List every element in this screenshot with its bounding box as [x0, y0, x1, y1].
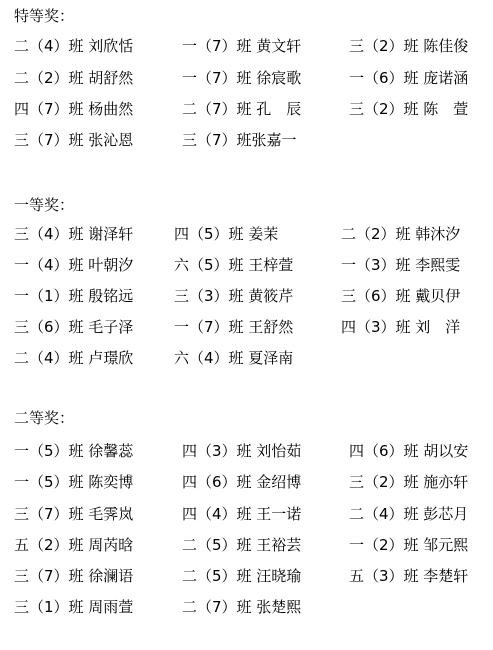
section-heading: 二等奖： [14, 409, 75, 427]
award-entry: 三（2）班 陈佳俊 [349, 37, 469, 55]
award-entry: 三（7）班张嘉一 [182, 131, 297, 149]
award-entry: 三（7）班 毛霁岚 [14, 505, 134, 523]
award-entry: 六（5）班 王梓萱 [174, 256, 294, 274]
award-entry: 四（7）班 杨曲然 [14, 100, 134, 118]
award-entry: 三（7）班 徐澜语 [14, 567, 134, 585]
award-entry: 四（6）班 金绍博 [182, 473, 302, 491]
award-entry: 四（3）班 刘 洋 [341, 318, 461, 336]
award-entry: 二（4）班 彭芯月 [349, 505, 469, 523]
award-entry: 二（5）班 王裕芸 [182, 536, 302, 554]
award-entry: 一（7）班 徐宸歌 [182, 69, 302, 87]
award-entry: 四（3）班 刘怡茹 [182, 442, 302, 460]
award-entry: 三（1）班 周雨萱 [14, 598, 134, 616]
award-entry: 二（7）班 孔 辰 [182, 100, 302, 118]
award-entry: 三（3）班 黄筱芹 [174, 287, 294, 305]
award-entry: 一（6）班 庞诺涵 [349, 69, 469, 87]
award-entry: 三（6）班 毛子泽 [14, 318, 134, 336]
award-entry: 一（2）班 邹元熙 [349, 536, 469, 554]
award-entry: 一（5）班 陈奕博 [14, 473, 134, 491]
award-entry: 二（4）班 刘欣恬 [14, 37, 134, 55]
award-entry: 二（2）班 胡舒然 [14, 69, 134, 87]
award-entry: 五（2）班 周芮晗 [14, 536, 134, 554]
award-entry: 二（2）班 韩沐汐 [341, 225, 461, 243]
section-heading: 特等奖： [14, 7, 75, 25]
award-entry: 二（5）班 汪晓瑜 [182, 567, 302, 585]
award-entry: 四（4）班 王一诺 [182, 505, 302, 523]
award-entry: 二（4）班 卢璟欣 [14, 349, 134, 367]
award-entry: 三（6）班 戴贝伊 [341, 287, 461, 305]
award-entry: 一（3）班 李熙雯 [341, 256, 461, 274]
award-entry: 一（7）班 黄文轩 [182, 37, 302, 55]
award-entry: 三（2）班 施亦轩 [349, 473, 469, 491]
award-entry: 六（4）班 夏泽南 [174, 349, 294, 367]
award-entry: 一（4）班 叶朝汐 [14, 256, 134, 274]
award-entry: 一（5）班 徐馨蕊 [14, 442, 134, 460]
award-entry: 一（7）班 王舒然 [174, 318, 294, 336]
award-entry: 二（7）班 张楚熙 [182, 598, 302, 616]
award-entry: 三（2）班 陈 萱 [349, 100, 469, 118]
award-entry: 四（6）班 胡以安 [349, 442, 469, 460]
section-heading: 一等奖： [14, 196, 75, 214]
award-entry: 三（4）班 谢泽轩 [14, 225, 134, 243]
award-entry: 五（3）班 李楚轩 [349, 567, 469, 585]
award-entry: 四（5）班 姜茉 [174, 225, 279, 243]
award-entry: 一（1）班 殷铭远 [14, 287, 134, 305]
award-entry: 三（7）班 张沁恩 [14, 131, 134, 149]
